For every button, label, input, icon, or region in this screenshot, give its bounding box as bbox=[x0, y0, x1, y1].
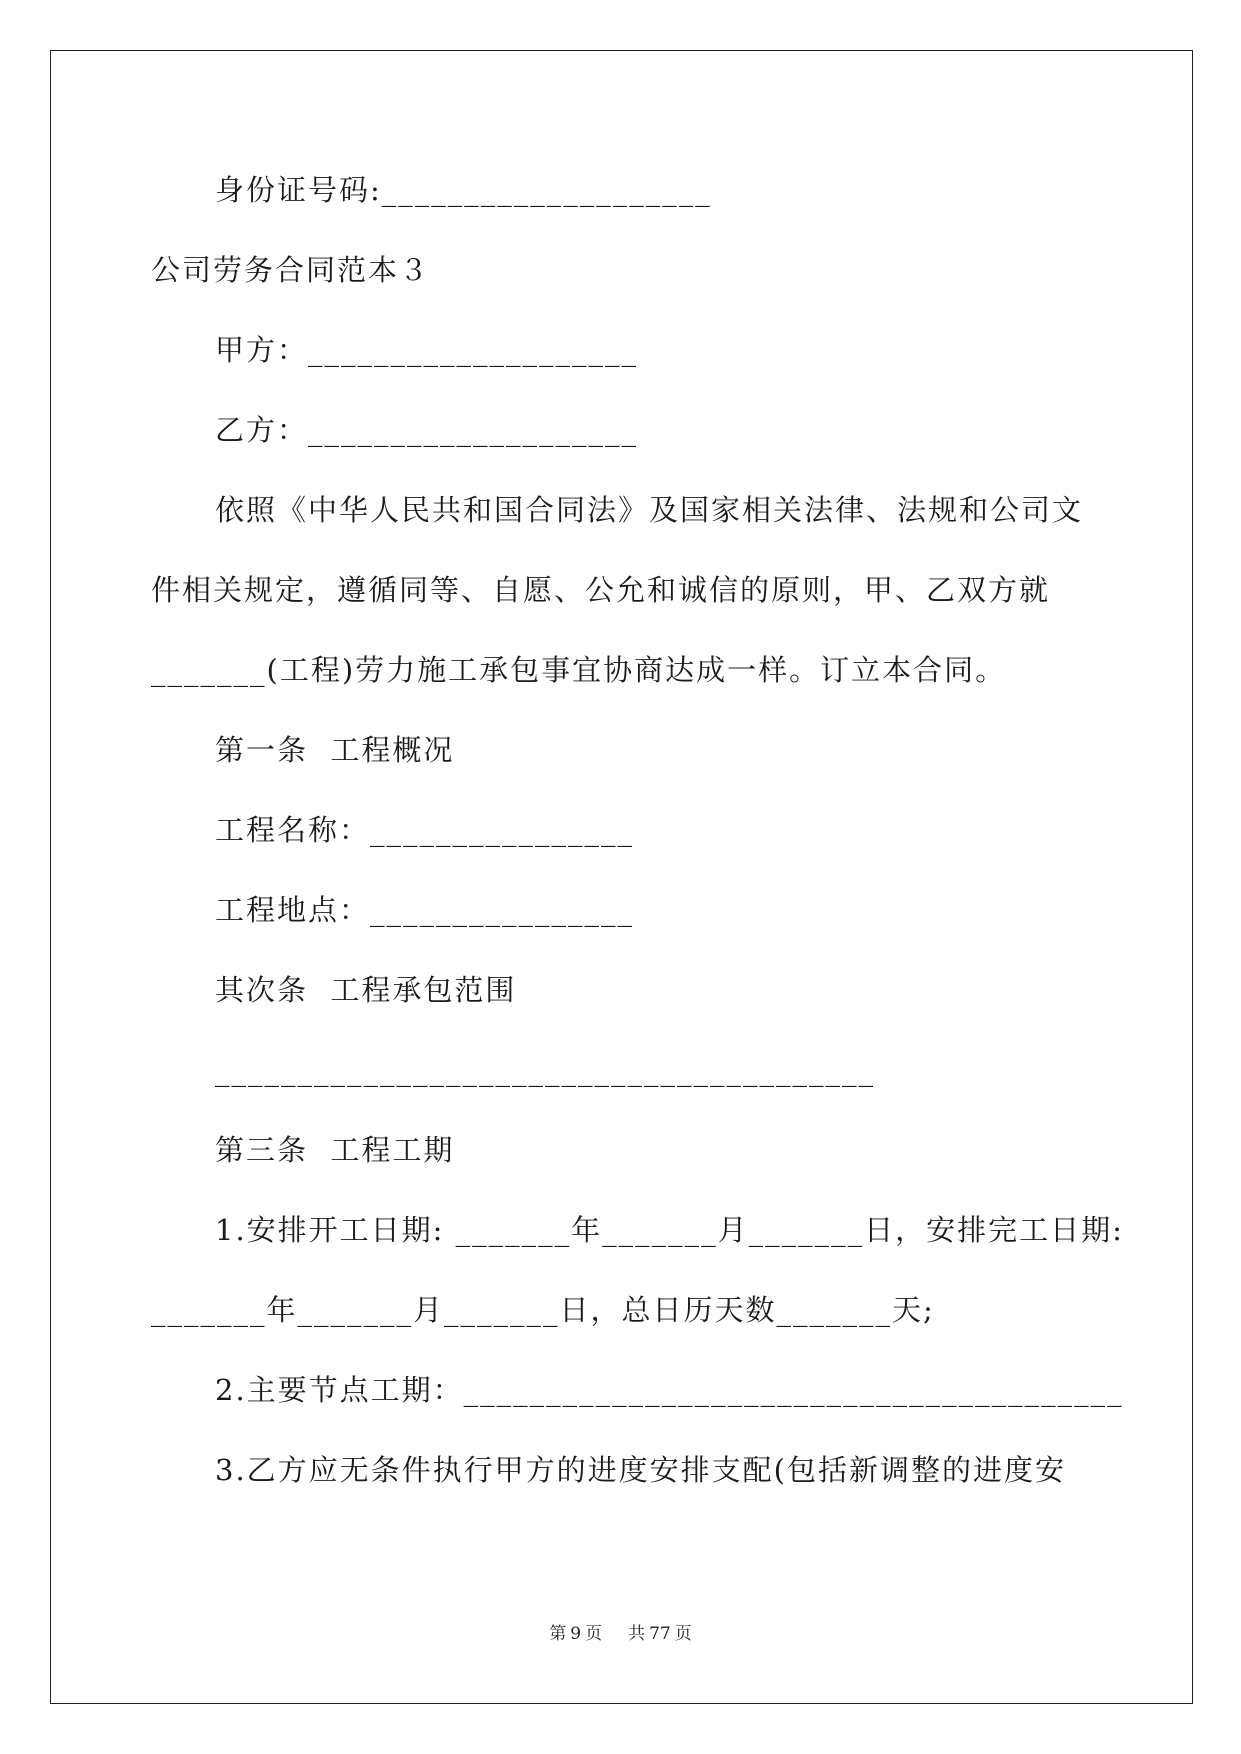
footer-total-suffix: 页 bbox=[674, 1624, 692, 1644]
blank-fill-line: ________________________________________ bbox=[215, 1053, 875, 1087]
paragraph-line: 件相关规定，遵循同等、自愿、公允和诚信的原则，甲、乙双方就 bbox=[151, 573, 1051, 607]
page-footer bbox=[0, 1622, 1241, 1646]
footer-page-prefix: 第 bbox=[549, 1624, 567, 1644]
party-b-line: 乙方：____________________ bbox=[215, 413, 639, 447]
project-location-line: 工程地点：________________ bbox=[215, 893, 635, 927]
footer-total-pages: 77 bbox=[649, 1624, 671, 1644]
section-title: 公司劳务合同范本３ bbox=[151, 253, 431, 287]
footer-total-prefix: 共 bbox=[628, 1624, 646, 1644]
article-heading: 第三条 工程工期 bbox=[215, 1133, 455, 1167]
paragraph-line: _______(工程)劳力施工承包事宜协商达成一样。订立本合同。 bbox=[151, 653, 1007, 687]
footer-page-number: 9 bbox=[570, 1624, 582, 1644]
article-heading: 第一条 工程概况 bbox=[215, 733, 455, 767]
project-name-line: 工程名称：________________ bbox=[215, 813, 635, 847]
id-number-line: 身份证号码:____________________ bbox=[215, 173, 712, 207]
paragraph-line: 依照《中华人民共和国合同法》及国家相关法律、法规和公司文 bbox=[215, 493, 1084, 527]
footer-page-suffix: 页 bbox=[585, 1624, 603, 1644]
schedule-line: 1.安排开工日期: _______年_______月_______日，安排完工日期: bbox=[215, 1213, 1124, 1247]
party-a-line: 甲方：____________________ bbox=[215, 333, 639, 367]
paragraph-line: 3.乙方应无条件执行甲方的进度安排支配(包括新调整的进度安 bbox=[215, 1453, 1066, 1487]
schedule-line: _______年_______月_______日，总日历天数_______天; bbox=[151, 1293, 935, 1327]
article-heading: 其次条 工程承包范围 bbox=[215, 973, 517, 1007]
milestone-line: 2.主要节点工期：________________________________________ bbox=[215, 1373, 1124, 1407]
